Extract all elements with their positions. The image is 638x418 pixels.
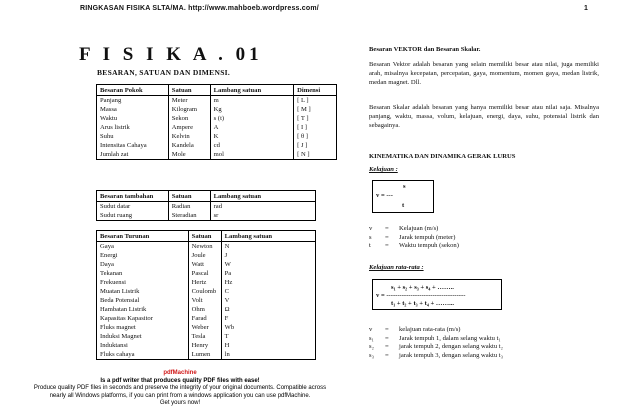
table-cell: Kapasitas Kapasitor xyxy=(97,314,189,323)
table-cell: [ L ] xyxy=(294,96,337,106)
kelajuan-heading: Kelajuan : xyxy=(369,166,398,173)
table-cell: [ T ] xyxy=(294,114,337,123)
table-cell: F xyxy=(221,314,315,323)
table-cell: Kilogram xyxy=(168,105,210,114)
formula-numerator: s xyxy=(403,183,406,190)
pdfmachine-brand[interactable]: pdfMachine xyxy=(163,370,197,376)
table-cell: Sudut ruang xyxy=(97,211,169,221)
table-cell: C xyxy=(221,287,315,296)
table-cell: Newton xyxy=(188,242,221,252)
table-cell: Panjang xyxy=(97,96,169,106)
table-besaran-tambahan xyxy=(96,190,316,221)
definition-sym: v xyxy=(369,225,373,232)
definition-txt: Jarak tempuh (meter) xyxy=(399,233,456,241)
rata-rata-formula-box xyxy=(372,279,502,310)
column-header: Satuan xyxy=(168,191,210,202)
column-header: Dimensi xyxy=(294,85,337,96)
table-cell: Weber xyxy=(188,323,221,332)
table-row xyxy=(97,350,316,360)
definition-eq: = xyxy=(385,242,389,250)
table-cell: ln xyxy=(221,350,315,360)
table-cell: H xyxy=(221,341,315,350)
table-cell: Hertz xyxy=(188,278,221,287)
pdfmachine-banner xyxy=(0,370,360,408)
table-cell: N xyxy=(221,242,315,252)
table-row xyxy=(97,242,316,252)
definition-row xyxy=(369,335,503,344)
table-cell: Lumen xyxy=(188,350,221,360)
table-cell: Waktu xyxy=(97,114,169,123)
table-besaran-turunan xyxy=(96,230,316,360)
table-cell: K xyxy=(210,132,293,141)
table-cell: Gaya xyxy=(97,242,189,252)
column-header: Lambang satuan xyxy=(221,231,315,242)
definition-row xyxy=(369,234,459,243)
table-row xyxy=(97,269,316,278)
table-row xyxy=(97,141,337,150)
table-cell: Sekon xyxy=(168,114,210,123)
table-cell: [ N ] xyxy=(294,150,337,160)
table-row xyxy=(97,105,337,114)
table-row xyxy=(97,202,316,212)
definition-txt: kelajuan rata-rata (m/s) xyxy=(399,326,461,333)
definition-sym: s₁ xyxy=(369,334,374,342)
table-cell: Fluks cahaya xyxy=(97,350,189,360)
column-header: Besaran Turunan xyxy=(97,231,189,242)
definition-sym: s₃ xyxy=(369,351,374,359)
vektor-paragraph: Besaran Vektor adalah besaran yang selain memiliki besar atau nilai, juga memiliki arah, misalnya kecepatan, percepatan, gaya, momentum, momen gaya, medan listrik, medan magnet. Dll. xyxy=(369,61,599,86)
table-cell: Ohm xyxy=(188,305,221,314)
formula2-denominator: t₁ + t₂ + t₃ + t₄ + ……... xyxy=(391,300,455,307)
definition-sym: t xyxy=(369,242,371,250)
definition-row xyxy=(369,225,459,234)
table-cell: Induktansi xyxy=(97,341,189,350)
table-cell: Sudut datar xyxy=(97,202,169,212)
definition-eq: = xyxy=(385,233,389,241)
table-besaran-pokok xyxy=(96,84,337,160)
table-cell: Massa xyxy=(97,105,169,114)
formula2-lhs: v = ------------------------------------ xyxy=(376,292,466,299)
table-cell: Radian xyxy=(168,202,210,212)
table-cell: T xyxy=(221,332,315,341)
banner-line-2: Produce quality PDF files in seconds and preserve the integrity of your original documents. Compatible across xyxy=(33,385,327,391)
table-cell: m xyxy=(210,96,293,106)
table-cell: Muatan Listrik xyxy=(97,287,189,296)
column-header: Lambang satuan xyxy=(210,85,293,96)
table-row xyxy=(97,287,316,296)
skalar-paragraph: Besaran Skalar adalah besaran yang hanya memiliki besar atau nilai saja. Misalnya panjang, waktu, massa, volum, kelajuan, energi, daya, suhu, potensial listrik dan sebagainya. xyxy=(369,104,599,129)
column-header: Besaran tambahan xyxy=(97,191,169,202)
table-cell: Joule xyxy=(188,251,221,260)
formula-lhs: v = --- xyxy=(376,192,393,199)
table-cell: rad xyxy=(210,202,315,212)
table-cell: Wb xyxy=(221,323,315,332)
table-cell: Hz xyxy=(221,278,315,287)
definition-eq: = xyxy=(385,343,389,351)
table-cell: Beda Potensial xyxy=(97,296,189,305)
table-cell: Energi xyxy=(97,251,189,260)
definition-eq: = xyxy=(385,334,389,342)
table-row xyxy=(97,96,337,106)
definition-txt: Kelajuan (m/s) xyxy=(399,225,439,232)
table-cell: Kandela xyxy=(168,141,210,150)
table-cell: mol xyxy=(210,150,293,160)
table-cell: Volt xyxy=(188,296,221,305)
definition-row xyxy=(369,343,503,352)
banner-line-1: Is a pdf writer that produces quality PDF files with ease! xyxy=(100,377,260,384)
table-cell: sr xyxy=(210,211,315,221)
page-header: RINGKASAN FISIKA SLTA/MA. http://www.mahboeb.wordpress.com/ xyxy=(80,5,319,12)
definition-txt: jarak tempuh 2, dengan selang waktu t₂ xyxy=(399,343,503,351)
kelajuan-definitions xyxy=(369,225,459,251)
table-cell: Jumlah zat xyxy=(97,150,169,160)
table-cell: Mole xyxy=(168,150,210,160)
definition-txt: Waktu tempuh (sekon) xyxy=(399,242,459,250)
formula-denominator: t xyxy=(402,202,405,209)
table-cell: V xyxy=(221,296,315,305)
table-cell: Intensitas Cahaya xyxy=(97,141,169,150)
page-number: 1 xyxy=(584,5,588,12)
table-cell: Coulomb xyxy=(188,287,221,296)
table-cell: Steradian xyxy=(168,211,210,221)
table-cell: [ θ ] xyxy=(294,132,337,141)
table-row xyxy=(97,114,337,123)
definition-sym: s₂ xyxy=(369,343,374,351)
table-cell: Pascal xyxy=(188,269,221,278)
kelajuan-rata-rata-heading: Kelajuan rata-rata : xyxy=(369,264,424,271)
table-cell: cd xyxy=(210,141,293,150)
table-row xyxy=(97,296,316,305)
table-cell: Henry xyxy=(188,341,221,350)
table-row xyxy=(97,260,316,269)
table-cell: Hambatan Listrik xyxy=(97,305,189,314)
table-cell: W xyxy=(221,260,315,269)
table-row xyxy=(97,341,316,350)
table-row xyxy=(97,123,337,132)
kelajuan-formula-box xyxy=(372,180,434,213)
table-cell: [ I ] xyxy=(294,123,337,132)
table-cell: Watt xyxy=(188,260,221,269)
column-header: Besaran Pokok xyxy=(97,85,169,96)
table-cell: Pa xyxy=(221,269,315,278)
table-cell: Ampere xyxy=(168,123,210,132)
table-cell: [ M ] xyxy=(294,105,337,114)
table-cell: Fluks magnet xyxy=(97,323,189,332)
definition-row xyxy=(369,242,459,251)
table-cell: s (t) xyxy=(210,114,293,123)
table-row xyxy=(97,332,316,341)
table-cell: Ω xyxy=(221,305,315,314)
definition-txt: Jarak tempuh 1, dalam selang waktu t₁ xyxy=(399,334,501,342)
table-cell: Farad xyxy=(188,314,221,323)
definition-eq: = xyxy=(385,326,389,333)
table-cell: Kelvin xyxy=(168,132,210,141)
table-cell: Meter xyxy=(168,96,210,106)
column-header: Satuan xyxy=(188,231,221,242)
table-cell: J xyxy=(221,251,315,260)
table-cell: A xyxy=(210,123,293,132)
definition-sym: s xyxy=(369,233,372,241)
column-header: Satuan xyxy=(168,85,210,96)
table-row xyxy=(97,251,316,260)
banner-line-3: nearly all Windows platforms, if you can print from a windows application you can use pdfMachine. xyxy=(49,392,311,399)
vektor-skalar-heading: Besaran VEKTOR dan Besaran Skalar. xyxy=(369,46,481,53)
rata-rata-definitions xyxy=(369,326,503,360)
table-cell: Kg xyxy=(210,105,293,114)
table-cell: Daya xyxy=(97,260,189,269)
table-row xyxy=(97,323,316,332)
definition-eq: = xyxy=(385,225,389,232)
definition-sym: v xyxy=(369,326,373,333)
banner-line-4[interactable]: Get yours now! xyxy=(159,400,201,406)
table-cell: Arus listrik xyxy=(97,123,169,132)
table-row xyxy=(97,150,337,160)
table-cell: Induksi Magnet xyxy=(97,332,189,341)
table-row xyxy=(97,278,316,287)
section-subtitle: BESARAN, SATUAN DAN DIMENSI. xyxy=(97,68,231,77)
kinematika-heading: KINEMATIKA DAN DINAMIKA GERAK LURUS xyxy=(369,153,516,160)
formula2-numerator: s₁ + s₂ + s₃ + s₄ + …….. xyxy=(391,284,454,291)
definition-txt: jarak tempuh 3, dengan selang waktu t₃ xyxy=(399,351,503,359)
table-cell: [ J ] xyxy=(294,141,337,150)
definition-eq: = xyxy=(385,351,389,359)
chapter-title: F I S I K A . 01 xyxy=(79,44,263,65)
table-row xyxy=(97,305,316,314)
table-row xyxy=(97,314,316,323)
column-header: Lambang satuan xyxy=(210,191,315,202)
table-cell: Suhu xyxy=(97,132,169,141)
table-row xyxy=(97,132,337,141)
table-cell: Tesla xyxy=(188,332,221,341)
table-cell: Tekanan xyxy=(97,269,189,278)
table-row xyxy=(97,211,316,221)
table-cell: Frekuensi xyxy=(97,278,189,287)
definition-row xyxy=(369,326,503,335)
definition-row xyxy=(369,352,503,361)
